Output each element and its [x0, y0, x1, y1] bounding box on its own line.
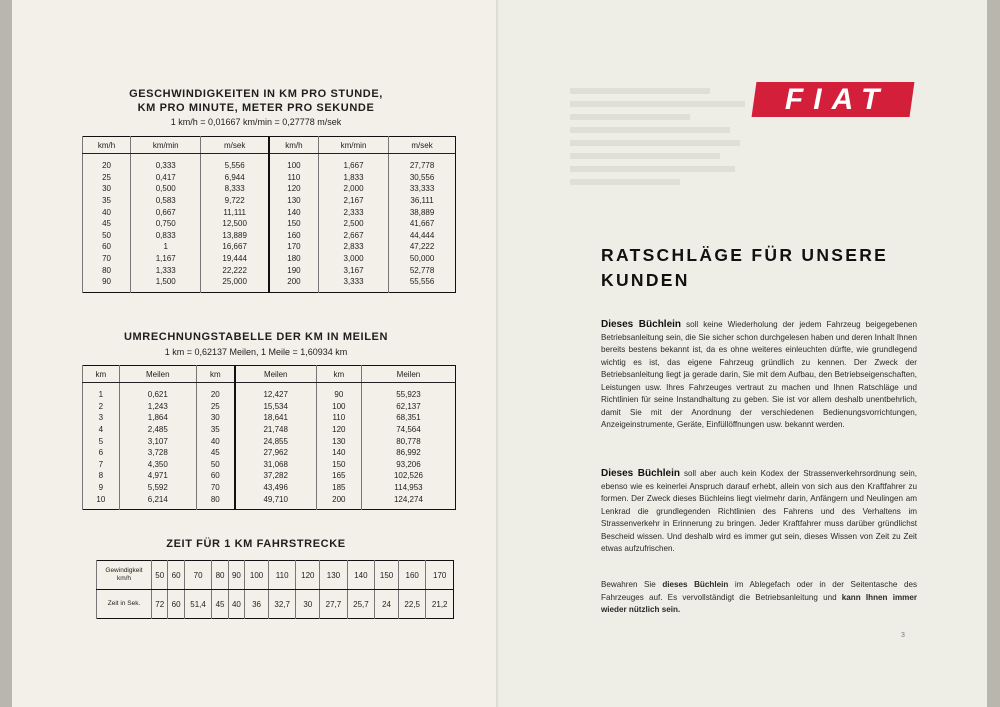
time-cell: 51,4 [184, 590, 211, 619]
table-cell: 124,274 [361, 493, 455, 509]
table-cell: 130 [269, 195, 318, 207]
table-cell: 15,534 [235, 401, 317, 413]
fiat-logo: FIAT [752, 82, 915, 117]
right-page [500, 0, 987, 707]
speed-cell: 140 [347, 561, 374, 590]
table-cell: 25,000 [201, 276, 269, 292]
speed-cell: 80 [212, 561, 228, 590]
time-cell: 22,5 [398, 590, 425, 619]
table-cell: 50 [83, 230, 131, 242]
table-cell: 114,953 [361, 482, 455, 494]
table-cell: 0,417 [131, 172, 201, 184]
table-cell: 110 [269, 172, 318, 184]
table-cell: 20 [196, 383, 234, 401]
table-cell: 45 [83, 218, 131, 230]
table-cell: 6,944 [201, 172, 269, 184]
table-cell: 93,206 [361, 459, 455, 471]
table-cell: 3,107 [119, 435, 196, 447]
speed-cell: 130 [320, 561, 347, 590]
table-row [83, 276, 456, 292]
table-cell: 60 [196, 470, 234, 482]
table-cell: 0,750 [131, 218, 201, 230]
table-cell: 160 [269, 230, 318, 242]
table-cell: 80 [83, 264, 131, 276]
column-header: m/sek [201, 137, 269, 154]
speed-cell: 100 [245, 561, 269, 590]
table-row [83, 412, 456, 424]
table-cell: 140 [269, 206, 318, 218]
table-cell: 102,526 [361, 470, 455, 482]
table-cell: 165 [316, 470, 361, 482]
column-header: Meilen [119, 366, 196, 383]
table-row [83, 183, 456, 195]
time-cell: 36 [245, 590, 269, 619]
table-row [83, 230, 456, 242]
table-cell: 18,641 [235, 412, 317, 424]
table-cell: 30 [196, 412, 234, 424]
paragraph-3: Bewahren Sie dieses Büchlein im Ablegefach oder in der Seitentasche des Fahrzeuges auf. Es vervollständigt die Betriebsanleitung und kann Ihnen immer wieder nützlich sein. [601, 580, 917, 614]
table-row [83, 206, 456, 218]
table-cell: 80,778 [361, 435, 455, 447]
table-cell: 86,992 [361, 447, 455, 459]
table-cell: 9,722 [201, 195, 269, 207]
table-cell: 180 [269, 253, 318, 265]
column-header: km [196, 366, 234, 383]
table-cell: 12,427 [235, 383, 317, 401]
speed-cell: 70 [184, 561, 211, 590]
time-table-row-label: Gewindigkeit km/h [97, 561, 152, 590]
table-cell: 4 [83, 424, 120, 436]
time-cell: 45 [212, 590, 228, 619]
time-cell: 21,2 [426, 590, 454, 619]
time-cell: 72 [152, 590, 168, 619]
table-cell: 1 [131, 241, 201, 253]
table-cell: 70 [196, 482, 234, 494]
table-cell: 2,667 [318, 230, 388, 242]
table-cell: 2,167 [318, 195, 388, 207]
table-cell: 1,167 [131, 253, 201, 265]
speed-title-line-1: GESCHWINDIGKEITEN IN KM PRO STUNDE, [129, 88, 383, 100]
page-number: 3 [901, 632, 905, 639]
table-cell: 52,778 [389, 264, 456, 276]
table-cell: 74,564 [361, 424, 455, 436]
time-cell: 27,7 [320, 590, 347, 619]
table-cell: 0,333 [131, 154, 201, 172]
table-cell: 21,748 [235, 424, 317, 436]
table-cell: 5,592 [119, 482, 196, 494]
table-row [83, 435, 456, 447]
time-cell: 32,7 [268, 590, 295, 619]
table-cell: 200 [316, 493, 361, 509]
table-cell: 33,333 [389, 183, 456, 195]
column-header: km/h [269, 137, 318, 154]
table-cell: 62,137 [361, 401, 455, 413]
table-cell: 2,500 [318, 218, 388, 230]
table-cell: 3,333 [318, 276, 388, 292]
table-cell: 2,833 [318, 241, 388, 253]
table-cell: 0,621 [119, 383, 196, 401]
table-cell: 45 [196, 447, 234, 459]
table-cell: 30 [83, 183, 131, 195]
speed-cell: 110 [268, 561, 295, 590]
table-cell: 100 [269, 154, 318, 172]
table-cell: 35 [83, 195, 131, 207]
speed-cell: 90 [228, 561, 244, 590]
table-cell: 190 [269, 264, 318, 276]
table-cell: 11,111 [201, 206, 269, 218]
table-cell: 35 [196, 424, 234, 436]
table-cell: 5,556 [201, 154, 269, 172]
left-page [12, 0, 500, 707]
table-row [83, 154, 456, 172]
table-cell: 44,444 [389, 230, 456, 242]
column-header: km/min [318, 137, 388, 154]
table-cell: 38,889 [389, 206, 456, 218]
table-cell: 3,000 [318, 253, 388, 265]
table-cell: 130 [316, 435, 361, 447]
page-title: RATSCHLÄGE FÜR UNSERE KUNDEN [601, 245, 889, 290]
show-through-text [570, 88, 750, 228]
table-cell: 1,500 [131, 276, 201, 292]
speed-cell: 160 [398, 561, 425, 590]
table-cell: 6,214 [119, 493, 196, 509]
table-row [83, 424, 456, 436]
table-row [83, 253, 456, 265]
table-cell: 19,444 [201, 253, 269, 265]
speed-title-line-2: KM PRO MINUTE, METER PRO SEKUNDE [137, 102, 375, 114]
column-header: Meilen [361, 366, 455, 383]
table-cell: 8,333 [201, 183, 269, 195]
table-cell: 1,243 [119, 401, 196, 413]
table-cell: 150 [316, 459, 361, 471]
table-cell: 31,068 [235, 459, 317, 471]
table-cell: 8 [83, 470, 120, 482]
time-table [96, 560, 454, 619]
table-cell: 7 [83, 459, 120, 471]
column-header: Meilen [235, 366, 317, 383]
table-cell: 16,667 [201, 241, 269, 253]
time-cell: 30 [296, 590, 320, 619]
table-cell: 1,333 [131, 264, 201, 276]
table-cell: 1,667 [318, 154, 388, 172]
table-row [83, 447, 456, 459]
table-cell: 12,500 [201, 218, 269, 230]
table-cell: 3,728 [119, 447, 196, 459]
table-row [83, 493, 456, 509]
table-cell: 4,971 [119, 470, 196, 482]
speed-cell: 120 [296, 561, 320, 590]
table-cell: 140 [316, 447, 361, 459]
speed-cell: 50 [152, 561, 168, 590]
table-cell: 27,962 [235, 447, 317, 459]
table-cell: 2,000 [318, 183, 388, 195]
speed-cell: 150 [375, 561, 399, 590]
table-cell: 41,667 [389, 218, 456, 230]
speed-cell: 60 [168, 561, 184, 590]
table-cell: 5 [83, 435, 120, 447]
table-cell: 25 [196, 401, 234, 413]
table-cell: 40 [83, 206, 131, 218]
time-cell: 25,7 [347, 590, 374, 619]
table-cell: 20 [83, 154, 131, 172]
table-cell: 49,710 [235, 493, 317, 509]
table-cell: 27,778 [389, 154, 456, 172]
table-cell: 68,351 [361, 412, 455, 424]
table-cell: 36,111 [389, 195, 456, 207]
table-row [83, 470, 456, 482]
speed-subtitle: 1 km/h = 0,01667 km/min = 0,27778 m/sek [170, 117, 342, 127]
table-row [83, 459, 456, 471]
table-cell: 150 [269, 218, 318, 230]
time-table-row-label: Zeit in Sek. [97, 590, 152, 619]
time-cell: 40 [228, 590, 244, 619]
table-cell: 170 [269, 241, 318, 253]
miles-subtitle: 1 km = 0,62137 Meilen, 1 Meile = 1,60934 km [164, 347, 348, 357]
miles-title: UMRECHNUNGSTABELLE DER KM IN MEILEN [123, 331, 388, 343]
table-cell: 50 [196, 459, 234, 471]
table-cell: 200 [269, 276, 318, 292]
table-cell: 55,923 [361, 383, 455, 401]
time-cell: 60 [168, 590, 184, 619]
table-cell: 0,833 [131, 230, 201, 242]
table-cell: 3 [83, 412, 120, 424]
table-cell: 100 [316, 401, 361, 413]
table-cell: 22,222 [201, 264, 269, 276]
table-cell: 37,282 [235, 470, 317, 482]
table-cell: 1,833 [318, 172, 388, 184]
table-row [83, 195, 456, 207]
miles-table [82, 365, 456, 510]
table-cell: 47,222 [389, 241, 456, 253]
table-cell: 90 [316, 383, 361, 401]
column-header: km [83, 366, 120, 383]
table-cell: 2 [83, 401, 120, 413]
table-cell: 9 [83, 482, 120, 494]
table-row [83, 401, 456, 413]
table-row [83, 218, 456, 230]
table-cell: 30,556 [389, 172, 456, 184]
speed-cell: 170 [426, 561, 454, 590]
table-cell: 2,485 [119, 424, 196, 436]
table-cell: 4,350 [119, 459, 196, 471]
column-header: km/h [83, 137, 131, 154]
paragraph-1: Dieses Büchlein soll keine Wiederholung der jedem Fahrzeug beigegebenen Betriebsanleitung sein, die Sie sicher schon durchgelesen haben und deren Inhalt Ihnen bereits bestens bekannt ist, da es ohne weiteres einleuchten dürfte, wie grundlegend wichtig es ist, das eigene Fahrzeug gründlich zu kennen. Der Zweck der Betriebsanleitung liegt ja gerade darin, Sie mit dem Aufbau, den Betriebseigenschaften, Leistungen usw. Ihres Fahrzeuges vertraut zu machen und Ihnen Ratschläge und Richtlinien für seine Instandhaltung zu geben. Sie ist vor allem deshalb unentbehrlich, damit Sie mit der Anordnung der verschiedenen Bedienungsvorrichtungen, Anzeigeinstrumente, Geräte, Einfüllöffnungen usw. bekannt werden. [601, 319, 917, 429]
time-title: ZEIT FÜR 1 KM FAHRSTRECKE [166, 538, 346, 550]
table-cell: 120 [316, 424, 361, 436]
table-cell: 120 [269, 183, 318, 195]
table-cell: 2,333 [318, 206, 388, 218]
table-cell: 43,496 [235, 482, 317, 494]
table-cell: 24,855 [235, 435, 317, 447]
table-cell: 70 [83, 253, 131, 265]
table-cell: 80 [196, 493, 234, 509]
table-cell: 110 [316, 412, 361, 424]
table-cell: 10 [83, 493, 120, 509]
table-cell: 0,583 [131, 195, 201, 207]
table-cell: 1,864 [119, 412, 196, 424]
table-cell: 40 [196, 435, 234, 447]
table-cell: 6 [83, 447, 120, 459]
table-cell: 185 [316, 482, 361, 494]
table-cell: 13,889 [201, 230, 269, 242]
speed-table [82, 136, 456, 293]
table-cell: 90 [83, 276, 131, 292]
table-cell: 1 [83, 383, 120, 401]
table-cell: 50,000 [389, 253, 456, 265]
table-row [83, 482, 456, 494]
column-header: km [316, 366, 361, 383]
time-cell: 24 [375, 590, 399, 619]
table-cell: 0,500 [131, 183, 201, 195]
table-row [83, 383, 456, 401]
table-cell: 0,667 [131, 206, 201, 218]
table-cell: 25 [83, 172, 131, 184]
table-row [83, 241, 456, 253]
paragraph-2: Dieses Büchlein soll aber auch kein Kodex der Strassenverkehrsordnung sein, ebenso wie es keinerlei Anspruch darauf erhebt, allein von sich aus den Kraftfahrer zu formen. Der Zweck dieses Büchleins liegt vielmehr darin, Anfängern und Neulingen am Lenkrad die grundlegenden Richtlinien des Fahrens und des Verhaltens im Strassenverkehr in Erinnerung zu bringen. Jeder Kraftfahrer muss darüber gründlichst Bescheid wissen. Und deshalb wird es immer gut sein, dieses Wissen von Zeit zu Zeit etwas aufzufrischen. [601, 468, 917, 553]
table-cell: 60 [83, 241, 131, 253]
column-header: km/min [131, 137, 201, 154]
column-header: m/sek [389, 137, 456, 154]
table-cell: 3,167 [318, 264, 388, 276]
table-row [83, 172, 456, 184]
table-cell: 55,556 [389, 276, 456, 292]
table-row [83, 264, 456, 276]
